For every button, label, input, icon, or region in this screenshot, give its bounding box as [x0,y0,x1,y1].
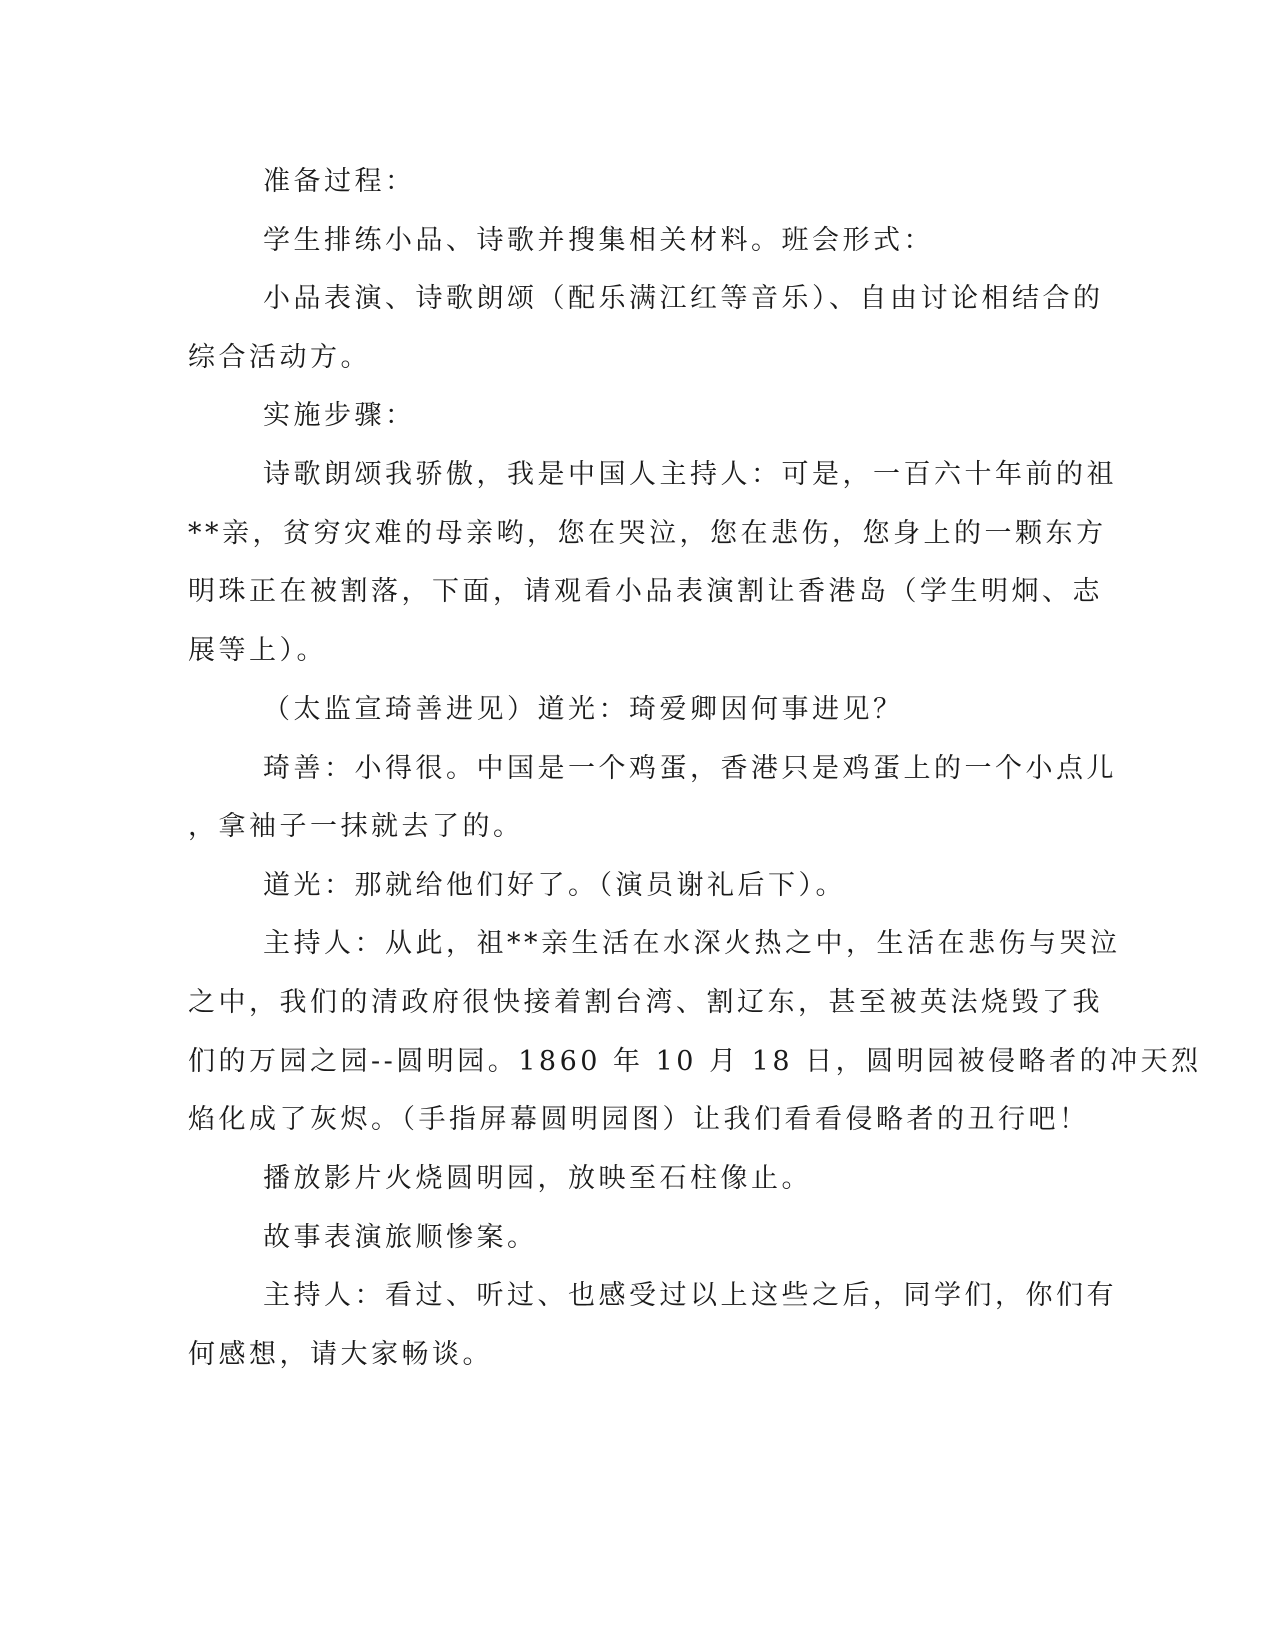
text-line: 之中，我们的清政府很快接着割台湾、割辽东，甚至被英法烧毁了我 [188,987,1103,1018]
text-line: 道光：那就给他们好了。（演员谢礼后下）。 [263,870,846,901]
text-line: （太监宣琦善进见）道光：琦爱卿因何事进见？ [263,694,904,725]
text-line: 琦善：小得很。中国是一个鸡蛋，香港只是鸡蛋上的一个小点儿 [263,753,1117,784]
text-line-heading-preparation: 准备过程： [263,166,416,197]
text-line-heading-steps: 实施步骤： [263,400,416,431]
text-line: 播放影片火烧圆明园，放映至石柱像止。 [263,1163,812,1194]
text-line: 主持人：看过、听过、也感受过以上这些之后，同学们，你们有 [263,1280,1117,1311]
text-line: 学生排练小品、诗歌并搜集相关材料。班会形式： [263,225,934,256]
text-line: 明珠正在被割落，下面，请观看小品表演割让香港岛（学生明炯、志 [188,576,1103,607]
text-line: ，拿袖子一抹就去了的。 [188,811,524,842]
text-line: 们的万园之园--圆明园。1860 年 10 月 18 日，圆明园被侵略者的冲天烈 [188,1046,1202,1077]
text-line: 小品表演、诗歌朗颂（配乐满江红等音乐）、自由讨论相结合的 [263,283,1104,314]
text-line: 主持人：从此，祖**亲生活在水深火热之中，生活在悲伤与哭泣 [263,928,1121,959]
text-line: 何感想，请大家畅谈。 [188,1339,493,1370]
text-line: 诗歌朗颂我骄傲，我是中国人主持人：可是，一百六十年前的祖 [263,459,1117,490]
text-line: 故事表演旅顺惨案。 [263,1222,538,1253]
text-line: 焰化成了灰烬。（手指屏幕圆明园图）让我们看看侵略者的丑行吧！ [188,1104,1090,1135]
text-line: 展等上）。 [188,635,327,666]
text-line: **亲，贫穷灾难的母亲哟，您在哭泣，您在悲伤，您身上的一颗东方 [188,518,1107,549]
text-line: 综合活动方。 [188,342,371,373]
